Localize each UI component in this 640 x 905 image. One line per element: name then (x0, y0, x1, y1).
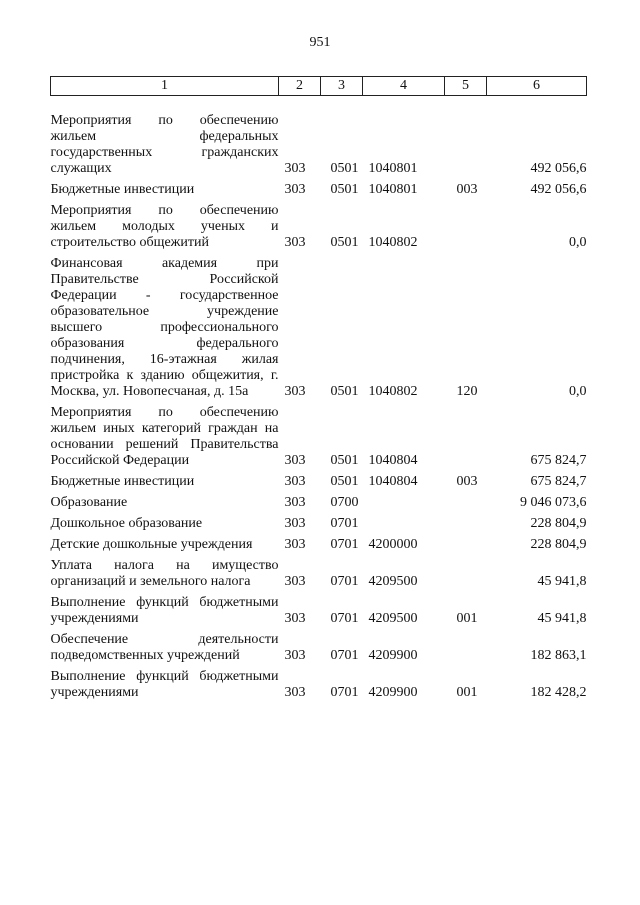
table-row (51, 108, 587, 177)
row-name: Уплата налога на имущество организаций и земельного налога (50, 558, 279, 589)
row-expense-type: 003 (456, 182, 478, 197)
row-ministry-code: 303 (284, 648, 306, 663)
row-amount: 45 941,8 (537, 611, 587, 626)
row-name: Мероприятия по обеспечению жильем федеральных государственных гражданских служащих (50, 113, 279, 176)
row-ministry-code: 303 (284, 611, 306, 626)
row-name: Выполнение функций бюджетными учреждениями (50, 669, 279, 700)
table-row (51, 532, 587, 553)
row-name: Детские дошкольные учреждения (50, 537, 253, 552)
row-expense-type: 120 (456, 384, 478, 399)
column-header: 5 (445, 77, 487, 96)
row-target-article: 4209500 (368, 574, 418, 589)
row-target-article: 1040801 (368, 161, 418, 176)
column-header: 3 (321, 77, 363, 96)
row-expense-type: 003 (456, 474, 478, 489)
row-ministry-code: 303 (284, 182, 306, 197)
row-name: Выполнение функций бюджетными учреждениями (50, 595, 279, 626)
column-header: 1 (51, 77, 279, 96)
column-header: 6 (487, 77, 587, 96)
row-expense-type (445, 108, 487, 177)
row-target-article: 1040804 (368, 474, 418, 489)
row-expense-type: 001 (456, 611, 478, 626)
row-amount: 228 804,9 (530, 537, 587, 552)
row-expense-type (445, 400, 487, 469)
row-section-code: 0701 (330, 685, 359, 700)
row-amount: 45 941,8 (537, 574, 587, 589)
row-section-code: 0501 (330, 474, 359, 489)
row-ministry-code: 303 (284, 685, 306, 700)
table-row (51, 251, 587, 400)
row-name: Бюджетные инвестиции (50, 474, 195, 489)
row-ministry-code: 303 (284, 516, 306, 531)
table-row (51, 627, 587, 664)
column-number-header (51, 77, 587, 96)
row-expense-type (445, 490, 487, 511)
row-amount: 675 824,7 (530, 453, 587, 468)
table-row (51, 511, 587, 532)
row-amount: 492 056,6 (530, 182, 587, 197)
column-header: 2 (279, 77, 321, 96)
budget-table (50, 76, 587, 701)
row-target-article (363, 511, 445, 532)
row-section-code: 0701 (330, 537, 359, 552)
table-row (51, 198, 587, 251)
row-section-code: 0701 (330, 516, 359, 531)
row-ministry-code: 303 (284, 495, 306, 510)
row-ministry-code: 303 (284, 453, 306, 468)
page-number: 951 (309, 35, 331, 50)
row-section-code: 0700 (330, 495, 359, 510)
row-ministry-code: 303 (284, 537, 306, 552)
row-expense-type: 001 (456, 685, 478, 700)
row-expense-type (445, 553, 487, 590)
row-amount: 0,0 (569, 384, 587, 399)
row-ministry-code: 303 (284, 474, 306, 489)
row-target-article: 4209900 (368, 685, 418, 700)
row-target-article: 4209900 (368, 648, 418, 663)
row-target-article: 1040804 (368, 453, 418, 468)
row-expense-type (445, 511, 487, 532)
row-ministry-code: 303 (284, 161, 306, 176)
row-expense-type (445, 198, 487, 251)
row-target-article: 4209500 (368, 611, 418, 626)
row-target-article: 1040802 (368, 235, 418, 250)
row-section-code: 0701 (330, 611, 359, 626)
table-row (51, 553, 587, 590)
row-name: Мероприятия по обеспечению жильем молодых ученых и строительство общежитий (50, 203, 279, 250)
row-section-code: 0501 (330, 182, 359, 197)
table-row (51, 469, 587, 490)
row-name: Обеспечение деятельности подведомственных учреждений (50, 632, 279, 663)
row-amount: 182 863,1 (530, 648, 587, 663)
column-header: 4 (363, 77, 445, 96)
row-target-article: 1040802 (368, 384, 418, 399)
row-section-code: 0701 (330, 648, 359, 663)
table-row (51, 590, 587, 627)
row-amount: 182 428,2 (530, 685, 587, 700)
row-amount: 9 046 073,6 (520, 495, 587, 510)
row-ministry-code: 303 (284, 384, 306, 399)
row-expense-type (445, 532, 487, 553)
row-section-code: 0501 (330, 235, 359, 250)
table-row (51, 664, 587, 701)
row-section-code: 0501 (330, 161, 359, 176)
row-expense-type (445, 627, 487, 664)
row-amount: 228 804,9 (530, 516, 587, 531)
row-target-article (363, 490, 445, 511)
row-name: Образование (50, 495, 128, 510)
table-row (51, 400, 587, 469)
table-row (51, 490, 587, 511)
table-row (51, 177, 587, 198)
row-section-code: 0501 (330, 384, 359, 399)
row-amount: 0,0 (569, 235, 587, 250)
row-name: Дошкольное образование (50, 516, 203, 531)
row-amount: 492 056,6 (530, 161, 587, 176)
row-target-article: 1040801 (368, 182, 418, 197)
row-section-code: 0701 (330, 574, 359, 589)
row-name: Бюджетные инвестиции (50, 182, 195, 197)
row-ministry-code: 303 (284, 235, 306, 250)
row-section-code: 0501 (330, 453, 359, 468)
row-amount: 675 824,7 (530, 474, 587, 489)
row-ministry-code: 303 (284, 574, 306, 589)
row-name: Финансовая академия при Правительстве Российской Федерации - государственное образовательное учреждение высшего профессионального образования федерального подчинения, 16-этажная жилая пристройка к зданию общежития, г. Москва, ул. Новопесчаная, д. 15а (50, 256, 279, 399)
row-name: Мероприятия по обеспечению жильем иных категорий граждан на основании решений Правительства Российской Федерации (50, 405, 279, 468)
row-target-article: 4200000 (368, 537, 418, 552)
